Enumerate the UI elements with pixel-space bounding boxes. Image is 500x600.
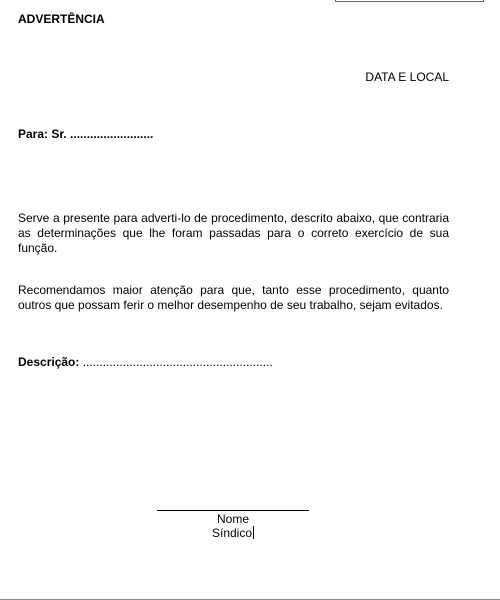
date-place-text: DATA E LOCAL	[365, 70, 449, 84]
signature-block	[157, 510, 309, 540]
signature-line	[157, 510, 309, 511]
description-label: Descrição:	[18, 355, 80, 369]
signature-role-line[interactable]	[157, 526, 309, 540]
description-line	[18, 355, 273, 369]
recipient-line: Para: Sr. .........................	[18, 127, 154, 141]
signature-role: Síndico	[211, 526, 253, 540]
body-paragraph-1: Serve a presente para adverti-lo de procedimento, descrito abaixo, que contraria as determinações que lhe foram passadas para o correto exercício de sua função.	[18, 211, 449, 255]
header-box	[335, 0, 484, 2]
document-title: ADVERTÊNCIA	[18, 12, 105, 26]
description-value: .........................................................	[82, 355, 273, 369]
text-cursor	[253, 526, 254, 539]
signature-name: Nome	[216, 512, 249, 526]
body-paragraph-2: Recomendamos maior atenção para que, tanto esse procedimento, quanto outros que possam ferir o melhor desempenho de seu trabalho, sejam evitados.	[18, 283, 449, 312]
